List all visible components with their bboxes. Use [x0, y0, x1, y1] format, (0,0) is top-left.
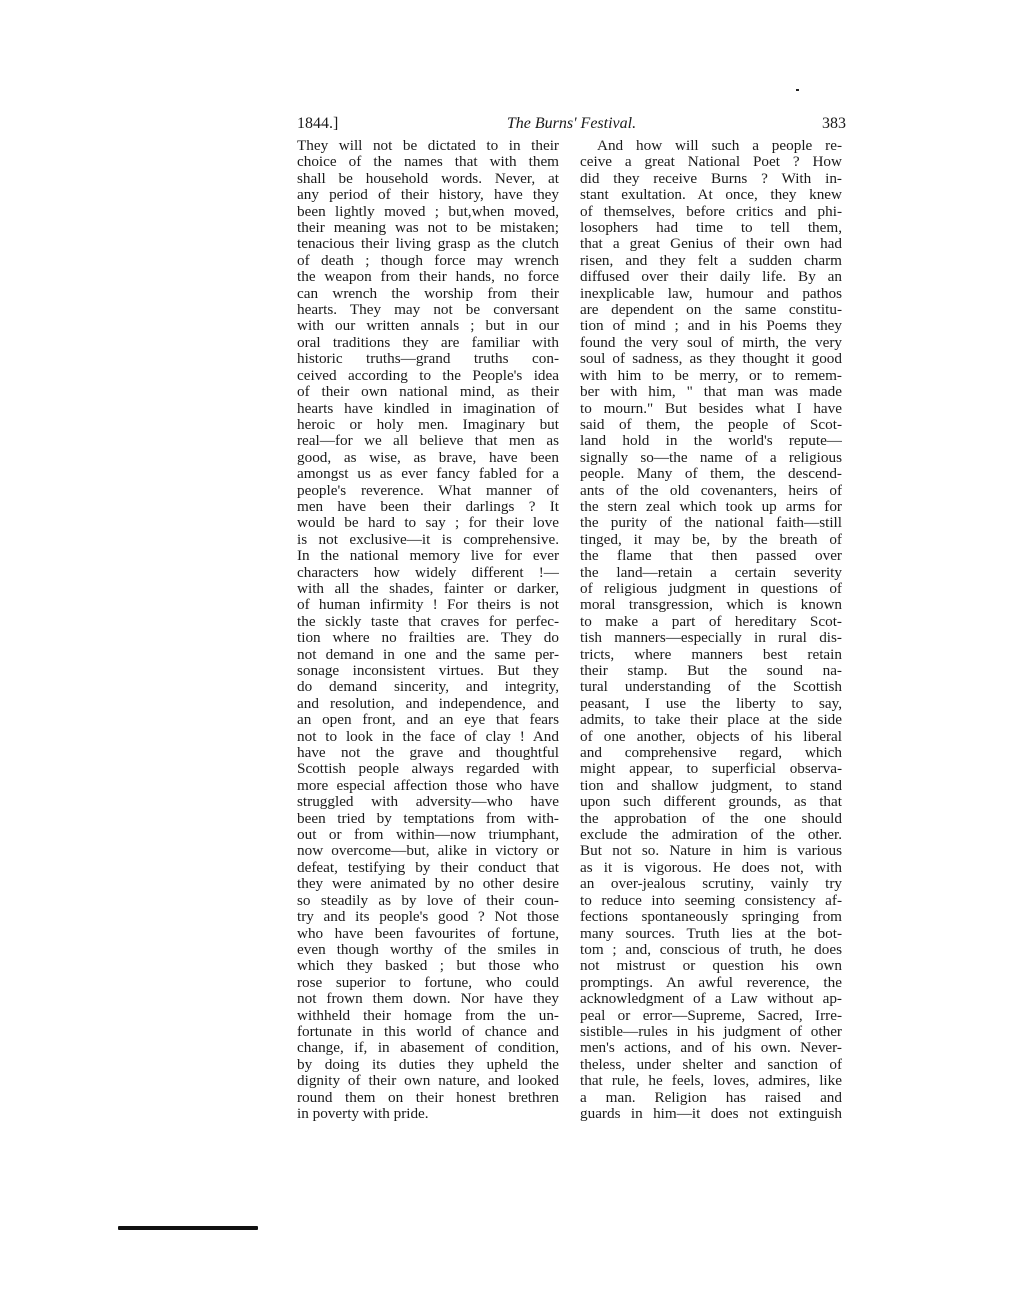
text-line: peal or error—Supreme, Sacred, Irre-: [580, 1007, 842, 1024]
text-line: hearts have kindled in imagination of: [297, 400, 559, 417]
text-line: to make a part of hereditary Scot-: [580, 613, 842, 630]
text-line: oral traditions they are familiar with: [297, 334, 559, 351]
text-line: an open front, and an eye that fears: [297, 712, 559, 729]
text-line: losophers had time to tell them,: [580, 220, 842, 237]
text-line: signally so—the name of a religious: [580, 449, 842, 466]
text-line: which they basked ; but those who: [297, 958, 559, 975]
text-line: of human infirmity ! For theirs is not: [297, 597, 559, 614]
text-line: tish manners—especially in rural dis-: [580, 630, 842, 647]
text-line: any period of their history, have they: [297, 187, 559, 204]
text-line: sistible—rules in his judgment of other: [580, 1023, 842, 1040]
text-line: change, if, in abasement of condition,: [297, 1040, 559, 1057]
text-line: and comprehensive regard, which: [580, 745, 842, 762]
text-line: the flame that then passed over: [580, 548, 842, 565]
text-line: peasant, I use the liberty to say,: [580, 695, 842, 712]
text-line: sonage inconsistent virtues. But they: [297, 663, 559, 679]
text-line: tion of mind ; and in his Poems they: [580, 318, 842, 335]
text-line: of their own national mind, as their: [297, 384, 559, 401]
text-line: even though worthy of the smiles in: [297, 941, 559, 958]
text-line: guards in him—it does not extinguish: [580, 1105, 842, 1122]
text-line: stant exultation. At once, they knew: [580, 187, 842, 204]
text-line: struggled with adversity—who have: [297, 794, 559, 811]
text-line: rose superior to fortune, who could: [297, 974, 559, 991]
text-line: exclude the admiration of the other.: [580, 827, 842, 844]
text-line: ceive a great National Poet ? How: [580, 154, 842, 171]
text-line: so steadily as by love of their coun-: [297, 892, 559, 909]
text-line: not mistrust or question his own: [580, 958, 842, 975]
text-line: In the national memory live for ever: [297, 548, 559, 565]
text-line: tion and shallow judgment, to stand: [580, 777, 842, 794]
text-line: more especial affection those who have: [297, 777, 559, 794]
text-line: might appear, to superficial observa-: [580, 761, 842, 778]
text-line: not demand in one and the same per-: [297, 646, 559, 663]
text-line: admits, to take their place at the side: [580, 712, 842, 729]
text-line: choice of the names that with them: [297, 154, 559, 171]
page-number: 383: [822, 115, 846, 132]
text-line: heroic or holy men. Imaginary but: [297, 416, 559, 433]
text-line: the weapon from their hands, no force: [297, 269, 559, 286]
text-line: many sources. Truth lies at the bot-: [580, 925, 842, 942]
text-line: is not exclusive—it is comprehensive.: [297, 531, 559, 548]
text-line: with our written annals ; but in our: [297, 318, 559, 335]
text-line: the purity of the national faith—still: [580, 515, 842, 532]
text-line: upon such different grounds, as that: [580, 794, 842, 811]
scan-speck: [796, 89, 799, 91]
scan-rule-mark: [118, 1226, 258, 1230]
text-line: to reduce into seeming consistency af-: [580, 892, 842, 909]
text-line: the sickly taste that craves for perfec-: [297, 613, 559, 630]
text-line: can wrench the worship from their: [297, 285, 559, 302]
text-line: tenacious their living grasp as the clutch: [297, 236, 559, 253]
text-line: the land—retain a certain severity: [580, 564, 842, 581]
text-line: by doing its duties they upheld the: [297, 1056, 559, 1073]
text-line: characters how widely different !—: [297, 564, 559, 581]
text-line: who have been favourites of fortune,: [297, 925, 559, 942]
right-column: [580, 138, 842, 1122]
text-line: their stamp. But the sound na-: [580, 663, 842, 679]
text-line: of death ; though force may wrench: [297, 252, 559, 269]
text-line: real—for we all believe that men as: [297, 433, 559, 450]
text-line: withheld their homage from the un-: [297, 1007, 559, 1024]
text-line: an over-jealous scrutiny, vainly try: [580, 876, 842, 893]
text-line: good, as wise, as brave, have been: [297, 449, 559, 466]
text-line: defeat, testifying by their conduct that: [297, 859, 559, 876]
text-line: tion where no frailties are. They do: [297, 630, 559, 647]
text-line: found the very soul of mirth, the very: [580, 334, 842, 351]
text-line: and resolution, and independence, and: [297, 695, 559, 712]
text-line: do demand sincerity, and integrity,: [297, 679, 559, 696]
header-year: 1844.]: [297, 115, 339, 132]
text-line: land hold in the world's repute—: [580, 433, 842, 450]
text-line: with him to be merry, or to remem-: [580, 367, 842, 384]
text-line: not to look in the face of clay ! And: [297, 728, 559, 745]
text-line: ants of the old covenanters, heirs of: [580, 482, 842, 499]
text-line: tom ; and, conscious of truth, he does: [580, 941, 842, 958]
text-line: hearts. They may not be conversant: [297, 302, 559, 319]
text-line: They will not be dictated to in their: [297, 138, 559, 154]
text-line: their meaning was not to be mistaken;: [297, 220, 559, 237]
text-line: men's actions, and of his own. Never-: [580, 1040, 842, 1057]
text-line: said of them, the people of Scot-: [580, 416, 842, 433]
text-line: would be hard to say ; for their love: [297, 515, 559, 532]
text-line: been tried by temptations from with-: [297, 810, 559, 827]
text-line: round them on their honest brethren: [297, 1089, 559, 1106]
text-line: dignity of their own nature, and looked: [297, 1073, 559, 1090]
text-line: the approbation of the one should: [580, 810, 842, 827]
text-line: with all the shades, fainter or darker,: [297, 580, 559, 597]
text-line: historic truths—grand truths con-: [297, 351, 559, 368]
text-line: shall be household words. Never, at: [297, 170, 559, 187]
text-line: inexplicable law, humour and pathos: [580, 285, 842, 302]
text-line: tural understanding of the Scottish: [580, 679, 842, 696]
text-line: ber with him, " that man was made: [580, 384, 842, 401]
text-line: that rule, he feels, loves, admires, like: [580, 1073, 842, 1090]
text-line: Scottish people always regarded with: [297, 761, 559, 778]
text-line: soul of sadness, as they thought it good: [580, 351, 842, 368]
text-line: risen, and they felt a sudden charm: [580, 252, 842, 269]
text-line: out or from within—now triumphant,: [297, 827, 559, 844]
text-line: moral transgression, which is known: [580, 597, 842, 614]
text-line: of themselves, before critics and phi-: [580, 203, 842, 220]
text-line: people. Many of them, the descend-: [580, 466, 842, 483]
text-line: as it is vigorous. He does not, with: [580, 859, 842, 876]
text-line: of one another, objects of his liberal: [580, 728, 842, 745]
text-line: And how will such a people re-: [597, 138, 842, 154]
text-line: are dependent on the same constitu-: [580, 302, 842, 319]
text-line: of religious judgment in questions of: [580, 580, 842, 597]
text-line: men have been their darlings ? It: [297, 498, 559, 515]
text-line: the stern zeal which took up arms for: [580, 498, 842, 515]
text-line: But not so. Nature in him is various: [580, 843, 842, 860]
text-line: a man. Religion has raised and: [580, 1089, 842, 1106]
text-line: not frown them down. Nor have they: [297, 991, 559, 1008]
text-line: promptings. An awful reverence, the: [580, 974, 842, 991]
text-line: that a great Genius of their own had: [580, 236, 842, 253]
text-line: fortunate in this world of chance and: [297, 1023, 559, 1040]
text-line: now overcome—but, alike in victory or: [297, 843, 559, 860]
running-header: [297, 115, 846, 139]
text-line: fections spontaneously springing from: [580, 909, 842, 926]
text-line: amongst us as ever fancy fabled for a: [297, 466, 559, 483]
text-line: been lightly moved ; but,when moved,: [297, 203, 559, 220]
text-line: to mourn." But besides what I have: [580, 400, 842, 417]
text-line: they were animated by no other desire: [297, 876, 559, 893]
text-line: try and its people's good ? Not those: [297, 909, 559, 926]
text-line: tinged, it may be, by the breath of: [580, 531, 842, 548]
text-line: theless, under shelter and sanction of: [580, 1056, 842, 1073]
text-line: tricts, where manners best retain: [580, 646, 842, 663]
text-line: in poverty with pride.: [297, 1105, 429, 1122]
text-line: people's reverence. What manner of: [297, 482, 559, 499]
header-title: The Burns' Festival.: [506, 115, 637, 132]
left-column: [297, 138, 559, 1122]
text-line: have not the grave and thoughtful: [297, 745, 559, 762]
text-line: acknowledgment of a Law without ap-: [580, 991, 842, 1008]
text-line: diffused over their daily life. By an: [580, 269, 842, 286]
text-line: did they receive Burns ? With in-: [580, 170, 842, 187]
text-line: ceived according to the People's idea: [297, 367, 559, 384]
